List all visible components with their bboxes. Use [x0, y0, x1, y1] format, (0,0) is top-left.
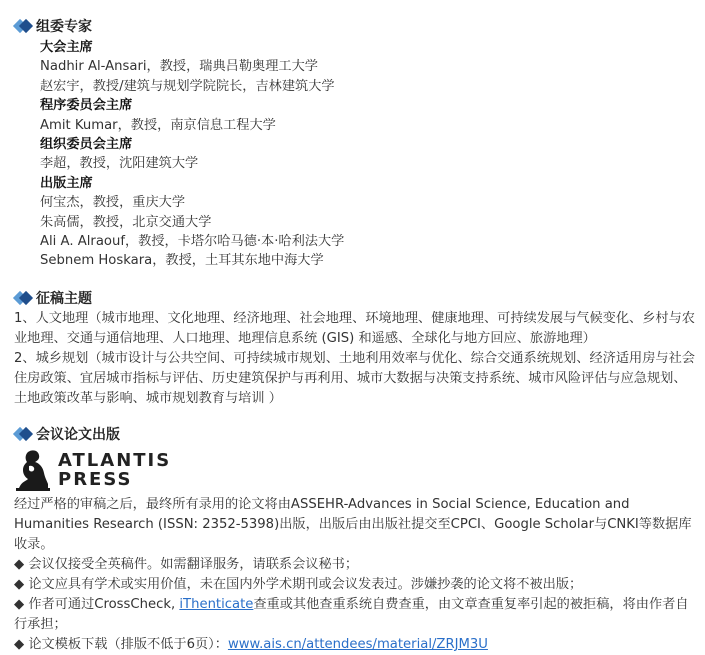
logo-text-line1: ATLANTIS — [58, 450, 172, 471]
diamond-bullet-icon — [14, 291, 36, 305]
general-chair-title: 大会主席 — [40, 40, 93, 55]
topic-item: 1、人文地理（城市地理、文化地理、经济地理、社会地理、环境地理、健康地理、可持续发展与气候变化、乡村与农业地理、交通与通信地理、人口地理、地理信息系统 (GIS) 和遥感、全球化与地方回应、旅游地理） — [14, 311, 695, 346]
member-item: Nadhir Al-Ansari，教授，瑞典吕勒奥理工大学 — [40, 59, 318, 75]
committee-section — [14, 16, 698, 271]
diamond-bullet-icon — [14, 19, 36, 33]
atlantis-press-logo — [14, 447, 698, 493]
member-item: 赵宏宇，教授/建筑与规划学院院长，吉林建筑大学 — [40, 78, 335, 94]
member-item: 何宝杰，教授，重庆大学 — [40, 195, 186, 211]
committee-heading — [14, 16, 698, 36]
member-item: 李超，教授，沈阳建筑大学 — [40, 156, 199, 172]
member-item: Amit Kumar，教授，南京信息工程大学 — [40, 117, 276, 133]
template-download-link[interactable]: www.ais.cn/attendees/material/ZRJM3U — [227, 637, 488, 652]
topics-section — [14, 288, 698, 409]
publication-bullet: ◆ 会议仅接受全英稿件。如需翻译服务，请联系会议秘书； — [14, 557, 359, 572]
publication-heading-text: 会议论文出版 — [36, 427, 120, 443]
member-item: Ali A. Alraouf，教授，卡塔尔哈马德·本·哈利法大学 — [40, 233, 345, 249]
publication-description: 经过严格的审稿之后，最终所有录用的论文将由ASSEHR-Advances in Social Science, Education and Humanities Research (ISSN: 2352-5398)出版，出版后由出版社提交至CPCI、Google Scholar与CNKI等数据库收录。 — [14, 497, 692, 552]
topics-heading-text: 征稿主题 — [36, 291, 92, 307]
member-item: Sebnem Hoskara，教授，土耳其东地中海大学 — [40, 253, 324, 269]
committee-heading-text: 组委专家 — [36, 19, 92, 35]
bullet-text: ◆ 作者可通过CrossCheck, — [14, 597, 180, 612]
diamond-bullet-icon — [14, 427, 36, 441]
member-item: 朱高儒，教授，北京交通大学 — [40, 214, 212, 230]
thinker-statue-icon — [14, 448, 52, 492]
ithenticate-link[interactable]: iThenticate — [179, 597, 254, 612]
publication-bullet — [14, 635, 698, 655]
bullet-text: ◆ 论文模板下载（排版不低于6页）： — [14, 637, 228, 652]
topics-heading — [14, 288, 698, 308]
logo-text-line2: PRESS — [58, 469, 133, 490]
organizing-chair-title: 组织委员会主席 — [40, 136, 133, 152]
topic-item: 2、城乡规划（城市设计与公共空间、可持续城市规划、土地利用效率与优化、综合交通系统规划、经济适用房与社会住房政策、宜居城市指标与评估、历史建筑保护与再利用、城市大数据与决策支持系统、城市风险评估与应急规划、土地政策改革与影响、城市规划教育与培训 ） — [14, 351, 695, 406]
program-chair-title: 程序委员会主席 — [40, 98, 133, 114]
publication-bullet: ◆ 论文应具有学术或实用价值，未在国内外学术期刊或会议发表过。涉嫌抄袭的论文将不被出版； — [14, 577, 583, 592]
publication-heading — [14, 424, 698, 444]
bullet-text: 查重或其他查重系统自费查重，由文章查重复率引起的被拒稿，将由作者自行承担； — [14, 597, 689, 632]
publication-section — [14, 424, 698, 655]
publication-chair-title: 出版主席 — [40, 175, 93, 191]
publication-bullet — [14, 595, 698, 635]
